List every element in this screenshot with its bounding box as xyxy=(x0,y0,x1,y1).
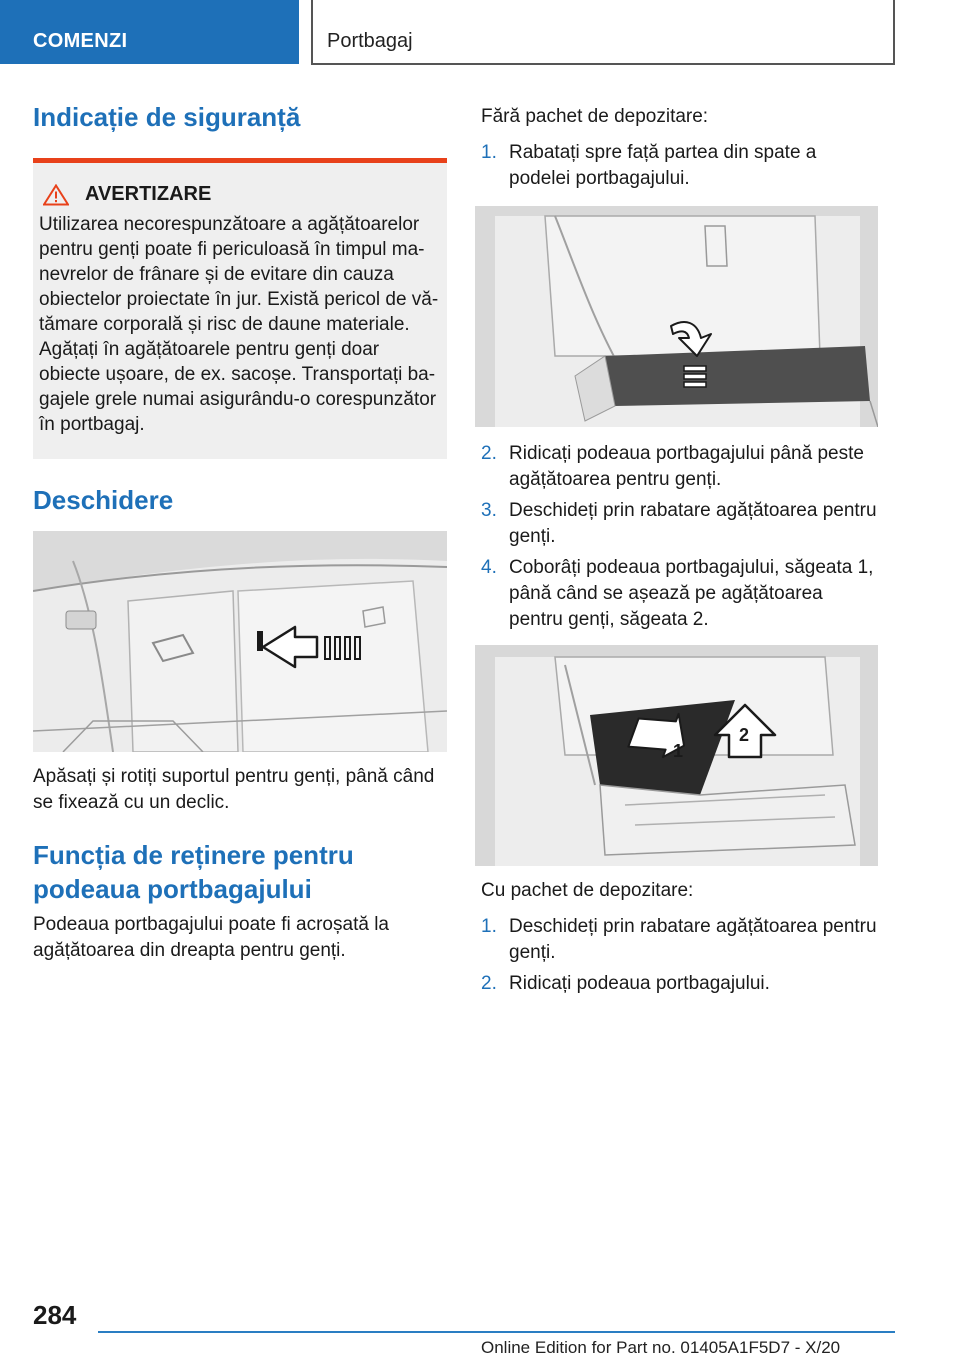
right-column xyxy=(481,104,881,1002)
step-text: Rabatați spre față partea din spate a podelei portbagajului. xyxy=(509,142,817,189)
hold-text: Podeaua portbagajului poate fi acroșată la agățătoarea din dreapta pentru genți. xyxy=(33,914,389,961)
floor-fold-photo xyxy=(475,206,878,427)
step-number: 2. xyxy=(481,973,497,994)
warning-box xyxy=(33,158,447,459)
floor-hook-photo xyxy=(475,645,878,866)
no-pack-label: Fără pachet de depozitare: xyxy=(481,106,709,127)
footer-divider xyxy=(98,1331,895,1333)
edition-text: Online Edition for Part no. 01405A1F5D7 - X/20 xyxy=(481,1338,841,1357)
step-number: 4. xyxy=(481,557,497,578)
list-item xyxy=(481,914,881,966)
step-text: Deschideți prin rabatare agățătoarea pentru genți. xyxy=(509,500,877,547)
step-number: 1. xyxy=(481,142,497,163)
step-number: 3. xyxy=(481,500,497,521)
warning-header xyxy=(39,183,441,206)
warning-text: Utilizarea necorespunzătoare a agățătoarelor pentru genți poate fi periculoasă în timpul manevrelor de frânare și de evitare din cauza obiectelor proiectate în jur. Există pericol de vătămare corporală și risc de daune materiale. Agățați în agățătoarele pentru genți doar obiecte ușoare, de ex. sacoșe. Transportați bagajele grele numai asigurându-o corespunzător în portbagaj. xyxy=(39,214,439,435)
arrow-1-label: 1 xyxy=(673,741,684,761)
list-item xyxy=(481,971,881,997)
section-tab xyxy=(0,0,299,64)
list-item xyxy=(481,555,881,633)
step-text: Ridicați podeaua portbagajului. xyxy=(509,973,770,994)
step-text: Ridicați podeaua portbagajului până peste agățătoarea pentru genți. xyxy=(509,443,864,490)
section-title: COMENZI xyxy=(33,30,128,52)
open-heading: Deschidere xyxy=(33,485,174,515)
safety-heading: Indicație de siguranță xyxy=(33,102,301,132)
hold-heading: Funcția de reținere pentru podeaua portbagajului xyxy=(33,840,354,904)
list-item xyxy=(481,441,881,493)
steps-list-c xyxy=(481,914,881,997)
step-number: 2. xyxy=(481,443,497,464)
chapter-title: Portbagaj xyxy=(327,30,413,52)
step-number: 1. xyxy=(481,916,497,937)
bag-hook-photo xyxy=(33,531,447,752)
steps-list-b xyxy=(481,441,881,633)
warning-triangle-icon xyxy=(43,184,69,206)
open-text: Apăsați și rotiți suportul pentru genți, până când se fixează cu un declic. xyxy=(33,766,435,813)
list-item xyxy=(481,498,881,550)
steps-list-a xyxy=(481,140,881,192)
arrow-2-label: 2 xyxy=(739,725,750,745)
step-text: Coborâți podeaua portbagajului, săgeata 1, până când se așează pe agățătoarea pentru genți, săgeata 2. xyxy=(509,557,874,630)
list-item xyxy=(481,140,881,192)
left-column xyxy=(33,100,447,964)
chapter-tab xyxy=(311,0,895,65)
page-number: 284 xyxy=(33,1300,77,1330)
step-text: Deschideți prin rabatare agățătoarea pentru genți. xyxy=(509,916,877,963)
warning-title: AVERTIZARE xyxy=(85,183,212,205)
with-pack-label: Cu pachet de depozitare: xyxy=(481,880,694,901)
